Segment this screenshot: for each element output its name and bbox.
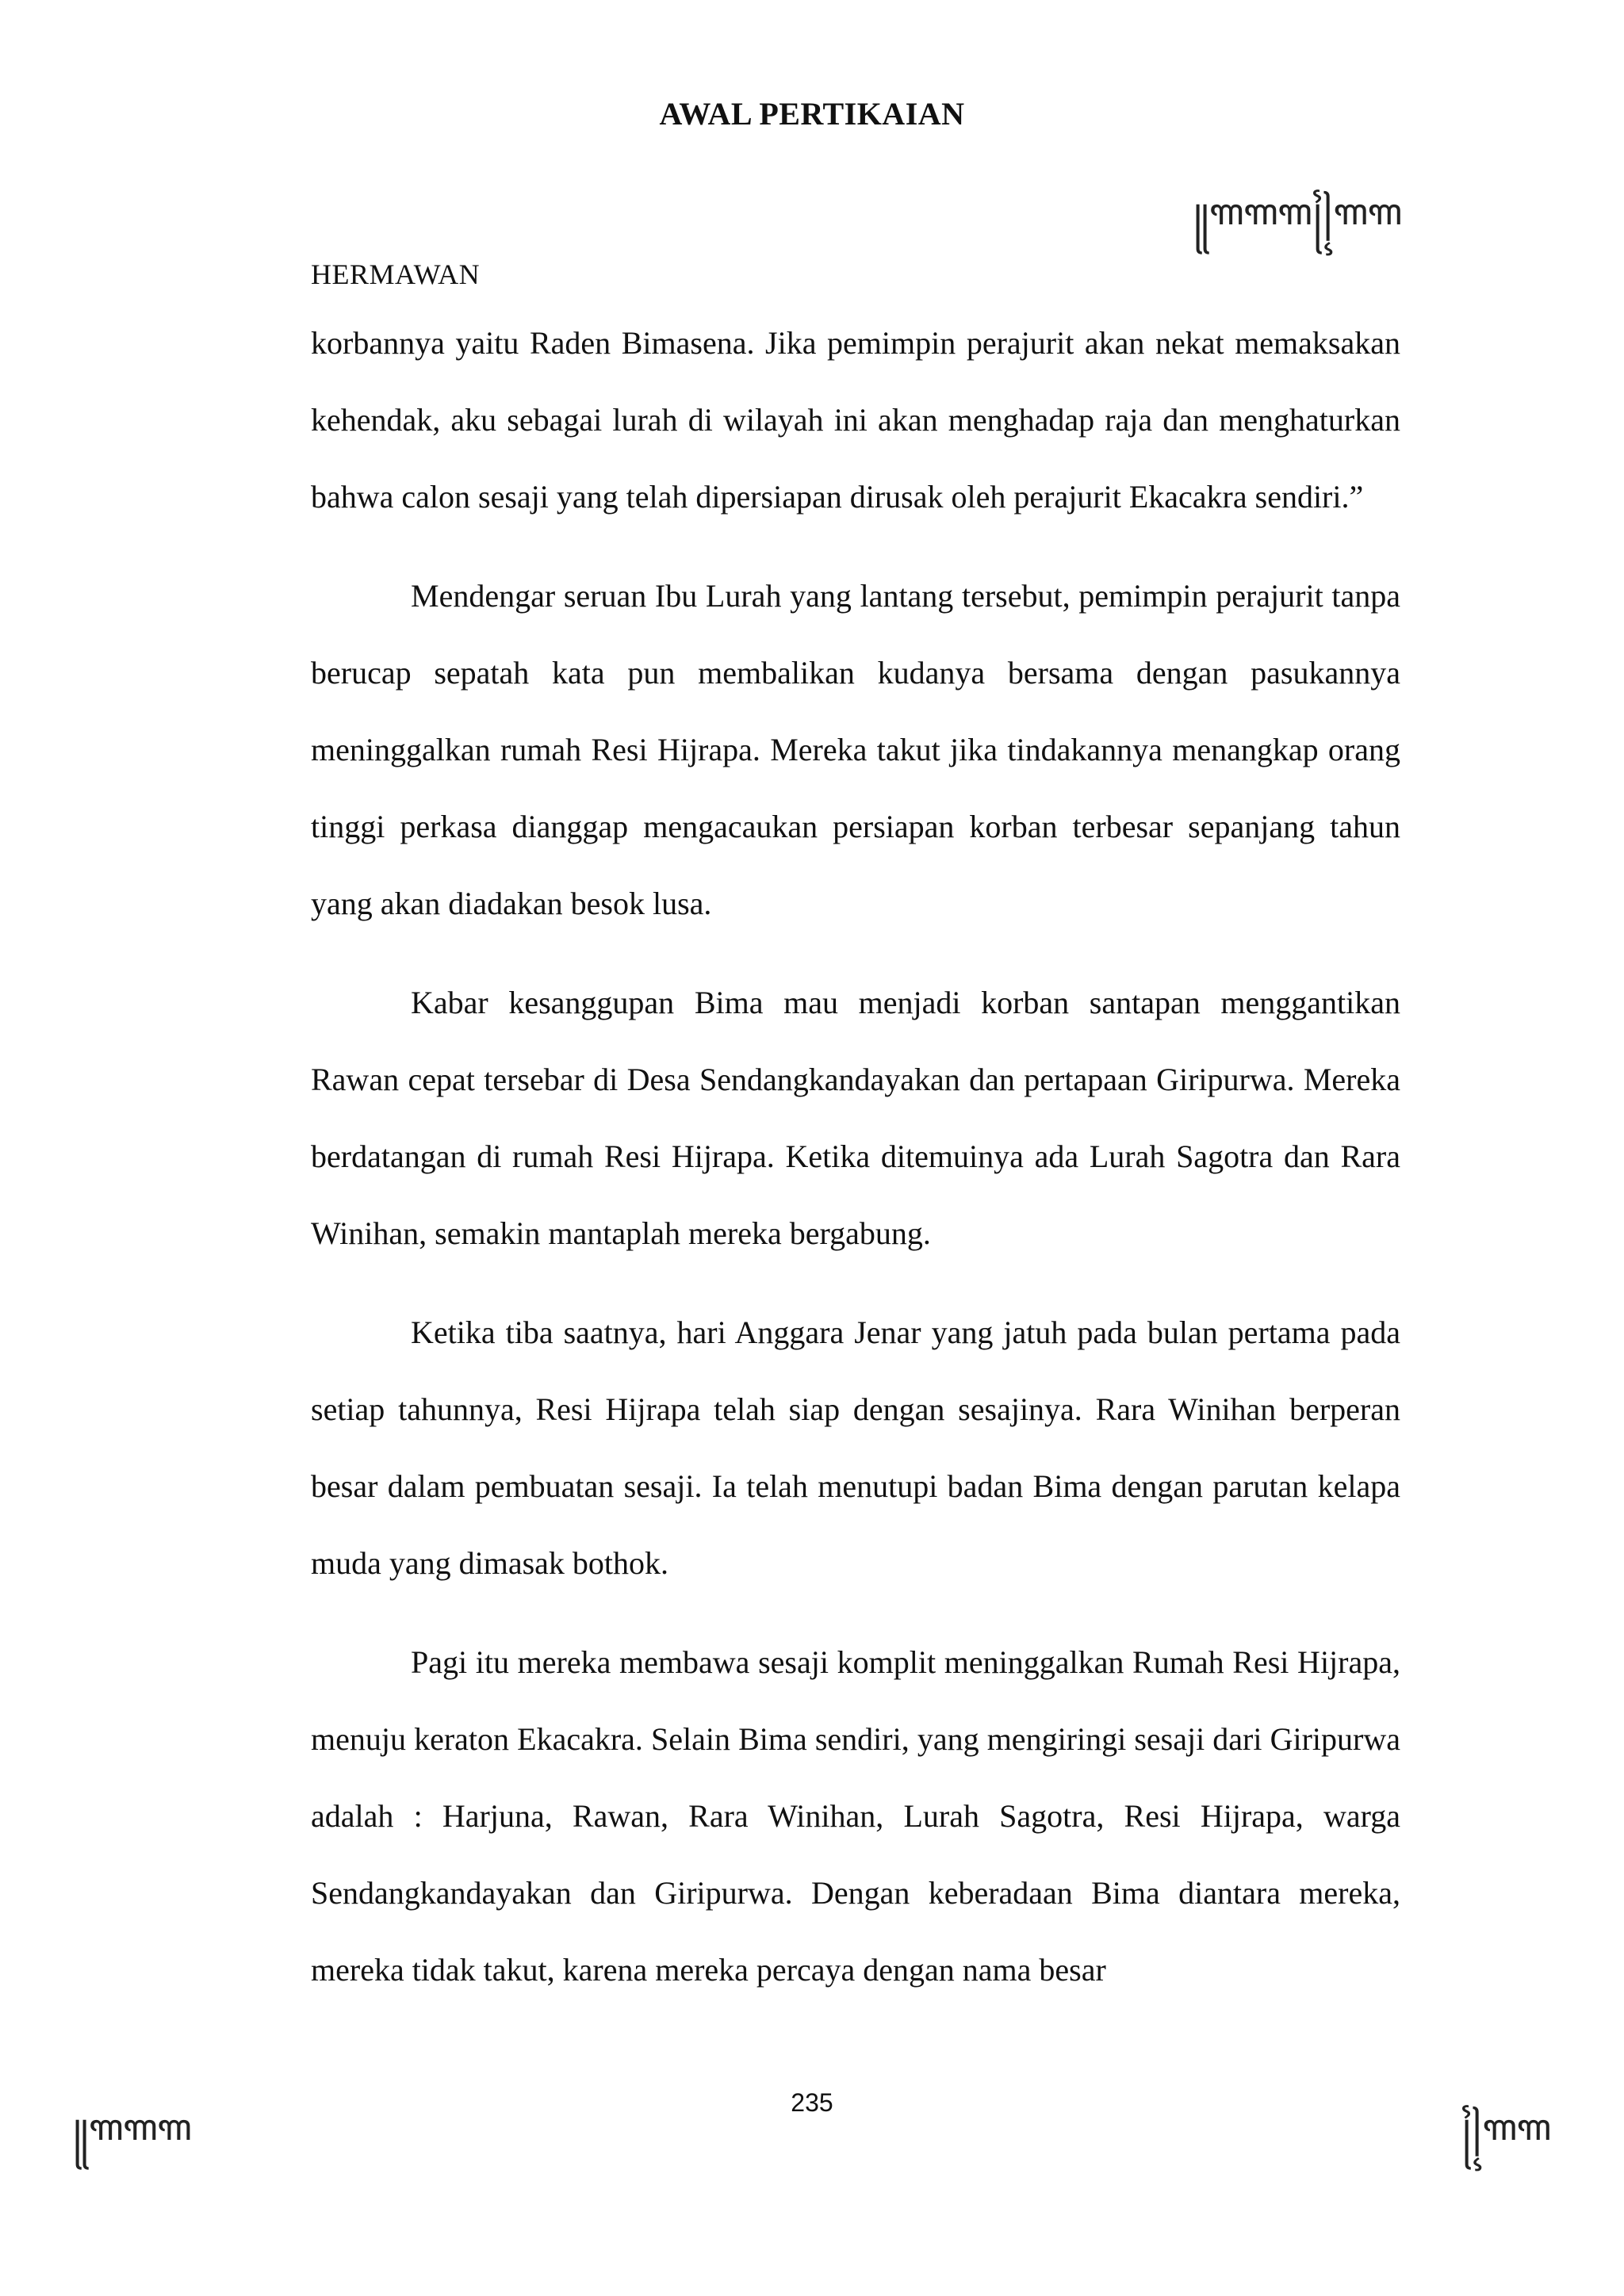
paragraph: Ketika tiba saatnya, hari Anggara Jenar yang jatuh pada bulan pertama pada setiap tahunnya, Resi Hijrapa telah siap dengan sesajinya. Rara Winihan berperan besar dalam pembuatan sesaji. Ia telah menutupi badan Bima dengan parutan kelapa muda yang dimasak bothok. (311, 1314, 1400, 1581)
page-number: 235 (791, 2088, 833, 2117)
javanese-script-ornament-right: ꧌꧍ꦒꦒ (1461, 2106, 1551, 2149)
paragraph: Mendengar seruan Ibu Lurah yang lantang tersebut, pemimpin perajurit tanpa berucap sepatah kata pun membalikan kudanya bersama dengan pasukannya meninggalkan rumah Resi Hijrapa. Mereka takut jika tindakannya menangkap orang tinggi perkasa dianggap mengacaukan persiapan korban terbesar sepanjang tahun yang akan diadakan besok lusa. (311, 578, 1400, 921)
body-text (311, 304, 1400, 2030)
author-name: HERMAWAN (311, 258, 481, 290)
paragraph: Kabar kesanggupan Bima mau menjadi korban santapan menggantikan Rawan cepat tersebar di Desa Sendangkandayakan dan pertapaan Giripurwa. Mereka berdatangan di rumah Resi Hijrapa. Ketika ditemuinya ada Lurah Sagotra dan Rara Winihan, semakin mantaplah mereka bergabung. (311, 985, 1400, 1251)
javanese-script-ornament: ꧋ꦒꦒꦒ꧌꧍ꦒꦒ (1193, 190, 1402, 233)
paragraph: korbannya yaitu Raden Bimasena. Jika pemimpin perajurit akan nekat memaksakan kehendak, aku sebagai lurah di wilayah ini akan menghadap raja dan menghaturkan bahwa calon sesaji yang telah dipersiapan dirusak oleh perajurit Ekacakra sendiri.” (311, 325, 1400, 515)
javanese-script-ornament-left: ꧋ꦒꦒꦒ (73, 2106, 192, 2149)
paragraph: Pagi itu mereka membawa sesaji komplit meninggalkan Rumah Resi Hijrapa, menuju keraton Ekacakra. Selain Bima sendiri, yang mengiringi sesaji dari Giripurwa adalah : Harjuna, Rawan, Rara Winihan, Lurah Sagotra, Resi Hijrapa, warga Sendangkandayakan dan Giripurwa. Dengan keberadaan Bima diantara mereka, mereka tidak takut, karena mereka percaya dengan nama besar (311, 1644, 1400, 1988)
page-title: AWAL PERTIKAIAN (659, 96, 965, 132)
